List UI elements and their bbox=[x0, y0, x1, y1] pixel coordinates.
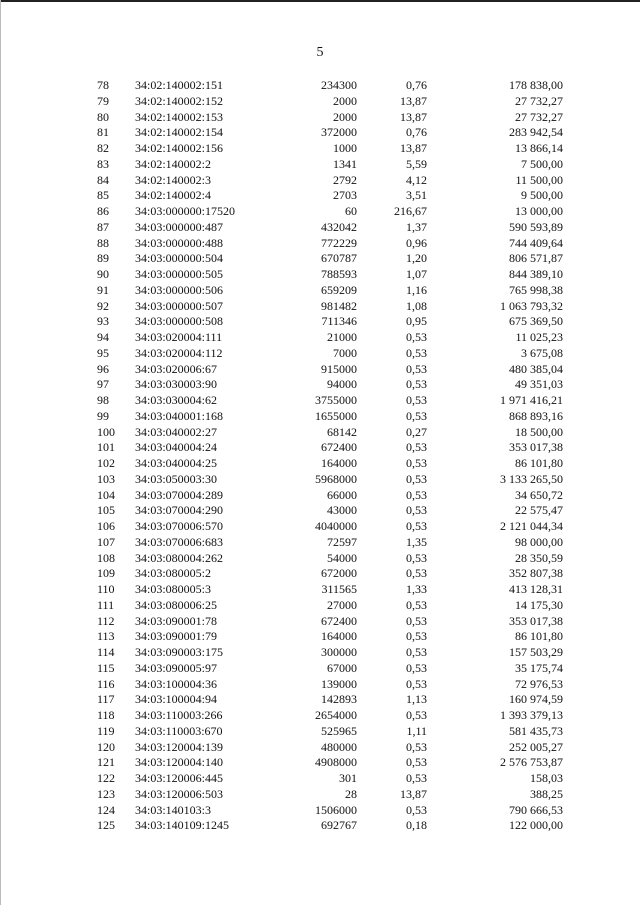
cell-area: 300000 bbox=[321, 645, 357, 659]
cell-value: 178 838,00 bbox=[509, 78, 563, 92]
cell-area: 525965 bbox=[321, 723, 357, 738]
table-row bbox=[0, 236, 563, 252]
cell-area: 301 bbox=[339, 771, 357, 785]
cell-rate: 0,53 bbox=[406, 613, 427, 628]
cell-value: 11 500,00 bbox=[515, 172, 563, 187]
cell-value: 3 675,08 bbox=[521, 345, 563, 360]
cell-area: 1000 bbox=[333, 141, 357, 155]
cell-row-number: 92 bbox=[97, 298, 109, 313]
table-row bbox=[0, 629, 563, 645]
cell-row-number: 98 bbox=[97, 393, 109, 407]
cell-cadastral-number: 34:03:080006:25 bbox=[135, 597, 218, 612]
cell-value: 675 369,50 bbox=[509, 314, 563, 329]
cell-rate: 0,53 bbox=[406, 471, 427, 486]
cell-value: 581 435,73 bbox=[509, 723, 563, 738]
cell-row-number: 83 bbox=[97, 156, 109, 171]
cell-rate: 0,95 bbox=[406, 314, 427, 329]
cell-value: 86 101,80 bbox=[515, 629, 563, 644]
cell-area: 4908000 bbox=[315, 755, 357, 770]
cell-cadastral-number: 34:03:020004:112 bbox=[135, 345, 223, 360]
cell-row-number: 108 bbox=[97, 550, 115, 565]
cell-cadastral-number: 34:02:140002:153 bbox=[135, 109, 224, 124]
cell-cadastral-number: 34:03:040004:25 bbox=[135, 456, 218, 470]
cell-cadastral-number: 34:03:000000:487 bbox=[135, 219, 224, 234]
cell-cadastral-number: 34:02:140002:154 bbox=[135, 125, 224, 140]
table-row bbox=[0, 409, 563, 425]
cell-row-number: 81 bbox=[97, 125, 109, 140]
table-row bbox=[0, 614, 563, 630]
cell-rate: 1,37 bbox=[406, 219, 427, 234]
cell-cadastral-number: 34:03:120004:140 bbox=[135, 755, 224, 770]
cell-rate: 0,53 bbox=[406, 456, 427, 470]
table-row bbox=[0, 220, 563, 236]
cell-row-number: 89 bbox=[97, 251, 109, 266]
cell-value: 413 128,31 bbox=[509, 582, 563, 596]
table-row bbox=[0, 551, 563, 567]
cell-cadastral-number: 34:02:140002:3 bbox=[135, 172, 212, 187]
table-row bbox=[0, 755, 563, 771]
cell-rate: 0,53 bbox=[406, 739, 427, 754]
cell-value: 157 503,29 bbox=[509, 645, 563, 659]
cell-value: 590 593,89 bbox=[509, 219, 563, 234]
cell-value: 13 866,14 bbox=[515, 141, 563, 155]
table-row bbox=[0, 157, 563, 173]
cell-cadastral-number: 34:03:030003:90 bbox=[135, 377, 218, 392]
table-row bbox=[0, 188, 563, 204]
cell-cadastral-number: 34:03:040004:24 bbox=[135, 440, 218, 455]
cell-rate: 0,53 bbox=[406, 440, 427, 455]
table-row bbox=[0, 535, 563, 551]
cell-rate: 13,87 bbox=[400, 93, 427, 108]
cell-row-number: 118 bbox=[97, 708, 115, 722]
cell-value: 86 101,80 bbox=[515, 456, 563, 470]
cell-area: 164000 bbox=[321, 456, 357, 470]
cell-row-number: 115 bbox=[97, 660, 115, 675]
cell-area: 672000 bbox=[321, 566, 357, 581]
cell-value: 72 976,53 bbox=[515, 676, 563, 691]
cell-row-number: 80 bbox=[97, 109, 109, 124]
table-row bbox=[0, 393, 563, 409]
cell-value: 27 732,27 bbox=[515, 109, 563, 124]
cell-area: 981482 bbox=[321, 298, 357, 313]
table-row bbox=[0, 661, 563, 677]
cell-cadastral-number: 34:03:110003:670 bbox=[135, 723, 223, 738]
table-row bbox=[0, 94, 563, 110]
cell-value: 352 807,38 bbox=[509, 566, 563, 581]
cell-area: 2792 bbox=[333, 172, 357, 187]
table-row bbox=[0, 519, 563, 535]
table-row bbox=[0, 645, 563, 661]
cell-row-number: 121 bbox=[97, 755, 115, 770]
table-row bbox=[0, 677, 563, 693]
table-row bbox=[0, 503, 563, 519]
cell-value: 28 350,59 bbox=[515, 550, 563, 565]
cell-area: 659209 bbox=[321, 282, 357, 297]
cell-value: 9 500,00 bbox=[521, 188, 563, 203]
cell-area: 692767 bbox=[321, 818, 357, 833]
cell-row-number: 78 bbox=[97, 78, 109, 92]
cell-rate: 1,16 bbox=[406, 282, 427, 297]
cell-area: 139000 bbox=[321, 676, 357, 691]
parcel-table-body bbox=[0, 78, 563, 834]
cell-area: 670787 bbox=[321, 251, 357, 266]
cell-rate: 1,07 bbox=[406, 267, 427, 281]
cell-cadastral-number: 34:02:140002:4 bbox=[135, 188, 212, 203]
cell-cadastral-number: 34:03:000000:506 bbox=[135, 282, 224, 297]
cell-rate: 0,76 bbox=[406, 78, 427, 92]
cell-area: 1341 bbox=[333, 156, 357, 171]
cell-cadastral-number: 34:03:080004:262 bbox=[135, 550, 224, 565]
cell-rate: 0,53 bbox=[406, 645, 427, 659]
cell-cadastral-number: 34:03:120006:445 bbox=[135, 771, 224, 785]
cell-area: 915000 bbox=[321, 361, 357, 376]
cell-area: 60 bbox=[345, 204, 357, 218]
cell-area: 2703 bbox=[333, 188, 357, 203]
table-row bbox=[0, 598, 563, 614]
cell-rate: 0,53 bbox=[406, 708, 427, 722]
cell-rate: 3,51 bbox=[406, 188, 427, 203]
cell-row-number: 125 bbox=[97, 818, 115, 833]
cell-area: 142893 bbox=[321, 692, 357, 707]
parcel-table bbox=[0, 78, 563, 834]
table-row bbox=[0, 566, 563, 582]
cell-row-number: 97 bbox=[97, 377, 109, 392]
cell-cadastral-number: 34:03:030004:62 bbox=[135, 393, 218, 407]
cell-value: 2 121 044,34 bbox=[500, 519, 563, 533]
cell-area: 43000 bbox=[327, 503, 357, 518]
table-row bbox=[0, 173, 563, 189]
cell-rate: 5,59 bbox=[406, 156, 427, 171]
table-row bbox=[0, 377, 563, 393]
cell-area: 711346 bbox=[321, 314, 357, 329]
table-row bbox=[0, 803, 563, 819]
cell-area: 7000 bbox=[333, 345, 357, 360]
cell-cadastral-number: 34:02:140002:152 bbox=[135, 93, 224, 108]
cell-cadastral-number: 34:03:000000:508 bbox=[135, 314, 224, 329]
cell-rate: 0,53 bbox=[406, 487, 427, 502]
cell-cadastral-number: 34:03:000000:504 bbox=[135, 251, 224, 266]
table-row bbox=[0, 582, 563, 598]
cell-rate: 0,53 bbox=[406, 660, 427, 675]
cell-value: 353 017,38 bbox=[509, 613, 563, 628]
cell-rate: 0,96 bbox=[406, 235, 427, 250]
top-border bbox=[0, 0, 640, 2]
table-row bbox=[0, 362, 563, 378]
cell-cadastral-number: 34:03:120006:503 bbox=[135, 786, 224, 801]
cell-row-number: 101 bbox=[97, 440, 115, 455]
cell-area: 67000 bbox=[327, 660, 357, 675]
cell-area: 480000 bbox=[321, 739, 357, 754]
cell-area: 72597 bbox=[327, 534, 357, 549]
cell-row-number: 110 bbox=[97, 582, 115, 596]
cell-cadastral-number: 34:03:080005:3 bbox=[135, 582, 212, 596]
cell-row-number: 79 bbox=[97, 93, 109, 108]
cell-row-number: 120 bbox=[97, 739, 115, 754]
cell-value: 49 351,03 bbox=[515, 377, 563, 392]
cell-area: 3755000 bbox=[315, 393, 357, 407]
cell-rate: 0,53 bbox=[406, 566, 427, 581]
cell-cadastral-number: 34:03:000000:17520 bbox=[135, 204, 236, 218]
table-row bbox=[0, 787, 563, 803]
cell-area: 432042 bbox=[321, 219, 357, 234]
cell-row-number: 102 bbox=[97, 456, 115, 470]
cell-row-number: 122 bbox=[97, 771, 115, 785]
cell-row-number: 103 bbox=[97, 471, 115, 486]
table-row bbox=[0, 440, 563, 456]
cell-rate: 0,53 bbox=[406, 676, 427, 691]
cell-row-number: 94 bbox=[97, 330, 109, 344]
cell-rate: 0,53 bbox=[406, 377, 427, 392]
cell-area: 234300 bbox=[321, 78, 357, 92]
cell-rate: 0,53 bbox=[406, 755, 427, 770]
cell-rate: 0,53 bbox=[406, 597, 427, 612]
cell-rate: 1,35 bbox=[406, 534, 427, 549]
cell-row-number: 99 bbox=[97, 408, 109, 423]
cell-row-number: 93 bbox=[97, 314, 109, 329]
cell-rate: 0,53 bbox=[406, 330, 427, 344]
cell-rate: 0,53 bbox=[406, 550, 427, 565]
cell-value: 18 500,00 bbox=[515, 424, 563, 439]
cell-cadastral-number: 34:02:140002:151 bbox=[135, 78, 224, 92]
cell-cadastral-number: 34:03:080005:2 bbox=[135, 566, 212, 581]
table-row bbox=[0, 425, 563, 441]
cell-value: 34 650,72 bbox=[515, 487, 563, 502]
cell-value: 252 005,27 bbox=[509, 739, 563, 754]
table-row bbox=[0, 251, 563, 267]
cell-area: 311565 bbox=[321, 582, 357, 596]
cell-cadastral-number: 34:03:100004:36 bbox=[135, 676, 218, 691]
cell-rate: 4,12 bbox=[406, 172, 427, 187]
cell-cadastral-number: 34:02:140002:156 bbox=[135, 141, 224, 155]
cell-area: 1506000 bbox=[315, 802, 357, 817]
table-row bbox=[0, 346, 563, 362]
cell-rate: 1,20 bbox=[406, 251, 427, 266]
table-row bbox=[0, 818, 563, 834]
table-row bbox=[0, 708, 563, 724]
cell-row-number: 109 bbox=[97, 566, 115, 581]
cell-rate: 0,76 bbox=[406, 125, 427, 140]
cell-value: 744 409,64 bbox=[509, 235, 563, 250]
cell-area: 1655000 bbox=[315, 408, 357, 423]
cell-row-number: 96 bbox=[97, 361, 109, 376]
cell-cadastral-number: 34:03:090005:97 bbox=[135, 660, 218, 675]
cell-row-number: 111 bbox=[97, 597, 115, 612]
cell-value: 13 000,00 bbox=[515, 204, 563, 218]
table-row bbox=[0, 110, 563, 126]
cell-row-number: 114 bbox=[97, 645, 115, 659]
table-row bbox=[0, 488, 563, 504]
cell-area: 2654000 bbox=[315, 708, 357, 722]
cell-cadastral-number: 34:02:140002:2 bbox=[135, 156, 212, 171]
cell-row-number: 84 bbox=[97, 172, 109, 187]
table-row bbox=[0, 267, 563, 283]
table-row bbox=[0, 314, 563, 330]
cell-row-number: 86 bbox=[97, 204, 109, 218]
cell-value: 158,03 bbox=[530, 771, 563, 785]
table-row bbox=[0, 456, 563, 472]
cell-rate: 0,53 bbox=[406, 408, 427, 423]
cell-cadastral-number: 34:03:070006:683 bbox=[135, 534, 224, 549]
cell-area: 94000 bbox=[327, 377, 357, 392]
cell-area: 27000 bbox=[327, 597, 357, 612]
cell-cadastral-number: 34:03:020004:111 bbox=[135, 330, 223, 344]
cell-value: 1 393 379,13 bbox=[500, 708, 563, 722]
cell-row-number: 106 bbox=[97, 519, 115, 533]
cell-rate: 1,08 bbox=[406, 298, 427, 313]
cell-rate: 13,87 bbox=[400, 786, 427, 801]
cell-area: 2000 bbox=[333, 109, 357, 124]
cell-cadastral-number: 34:03:090001:78 bbox=[135, 613, 218, 628]
cell-value: 480 385,04 bbox=[509, 361, 563, 376]
cell-value: 388,25 bbox=[530, 786, 563, 801]
cell-row-number: 82 bbox=[97, 141, 109, 155]
cell-cadastral-number: 34:03:140103:3 bbox=[135, 802, 212, 817]
cell-rate: 1,33 bbox=[406, 582, 427, 596]
cell-row-number: 104 bbox=[97, 487, 115, 502]
cell-cadastral-number: 34:03:070006:570 bbox=[135, 519, 224, 533]
cell-value: 22 575,47 bbox=[515, 503, 563, 518]
cell-value: 160 974,59 bbox=[509, 692, 563, 707]
cell-value: 1 971 416,21 bbox=[500, 393, 563, 407]
cell-rate: 0,53 bbox=[406, 802, 427, 817]
cell-row-number: 105 bbox=[97, 503, 115, 518]
cell-area: 372000 bbox=[321, 125, 357, 140]
cell-area: 672400 bbox=[321, 613, 357, 628]
cell-row-number: 124 bbox=[97, 802, 115, 817]
table-row bbox=[0, 78, 563, 94]
cell-area: 772229 bbox=[321, 235, 357, 250]
cell-value: 765 998,38 bbox=[509, 282, 563, 297]
cell-cadastral-number: 34:03:050003:30 bbox=[135, 471, 218, 486]
cell-cadastral-number: 34:03:070004:289 bbox=[135, 487, 224, 502]
cell-rate: 0,53 bbox=[406, 519, 427, 533]
table-row bbox=[0, 283, 563, 299]
cell-cadastral-number: 34:03:110003:266 bbox=[135, 708, 223, 722]
table-row bbox=[0, 771, 563, 787]
cell-row-number: 113 bbox=[97, 629, 115, 644]
cell-cadastral-number: 34:03:000000:505 bbox=[135, 267, 224, 281]
cell-cadastral-number: 34:03:070004:290 bbox=[135, 503, 224, 518]
cell-row-number: 90 bbox=[97, 267, 109, 281]
cell-rate: 13,87 bbox=[400, 109, 427, 124]
cell-rate: 0,53 bbox=[406, 629, 427, 644]
cell-value: 98 000,00 bbox=[515, 534, 563, 549]
cell-rate: 0,18 bbox=[406, 818, 427, 833]
cell-area: 28 bbox=[345, 786, 357, 801]
cell-row-number: 116 bbox=[97, 676, 115, 691]
cell-value: 844 389,10 bbox=[509, 267, 563, 281]
cell-area: 54000 bbox=[327, 550, 357, 565]
cell-cadastral-number: 34:03:040002:27 bbox=[135, 424, 218, 439]
cell-value: 283 942,54 bbox=[509, 125, 563, 140]
cell-row-number: 87 bbox=[97, 219, 109, 234]
cell-value: 1 063 793,32 bbox=[500, 298, 563, 313]
cell-value: 868 893,16 bbox=[509, 408, 563, 423]
cell-row-number: 88 bbox=[97, 235, 109, 250]
cell-rate: 13,87 bbox=[400, 141, 427, 155]
cell-rate: 216,67 bbox=[394, 204, 427, 218]
cell-area: 21000 bbox=[327, 330, 357, 344]
cell-row-number: 85 bbox=[97, 188, 109, 203]
page-number: 5 bbox=[316, 45, 324, 60]
cell-row-number: 123 bbox=[97, 786, 115, 801]
cell-area: 672400 bbox=[321, 440, 357, 455]
cell-cadastral-number: 34:03:090001:79 bbox=[135, 629, 218, 644]
cell-area: 5968000 bbox=[315, 471, 357, 486]
cell-value: 35 175,74 bbox=[515, 660, 563, 675]
cell-row-number: 117 bbox=[97, 692, 115, 707]
cell-cadastral-number: 34:03:120004:139 bbox=[135, 739, 224, 754]
cell-area: 68142 bbox=[327, 424, 357, 439]
cell-rate: 0,27 bbox=[406, 424, 427, 439]
cell-row-number: 95 bbox=[97, 345, 109, 360]
cell-cadastral-number: 34:03:100004:94 bbox=[135, 692, 218, 707]
table-row bbox=[0, 204, 563, 220]
cell-area: 66000 bbox=[327, 487, 357, 502]
cell-value: 11 025,23 bbox=[515, 330, 563, 344]
table-row bbox=[0, 141, 563, 157]
table-row bbox=[0, 299, 563, 315]
table-row bbox=[0, 125, 563, 141]
cell-value: 27 732,27 bbox=[515, 93, 563, 108]
cell-rate: 1,11 bbox=[406, 723, 427, 738]
cell-area: 2000 bbox=[333, 93, 357, 108]
table-row bbox=[0, 330, 563, 346]
cell-rate: 0,53 bbox=[406, 393, 427, 407]
table-row bbox=[0, 692, 563, 708]
cell-value: 353 017,38 bbox=[509, 440, 563, 455]
cell-rate: 0,53 bbox=[406, 361, 427, 376]
cell-value: 2 576 753,87 bbox=[500, 755, 563, 770]
cell-value: 3 133 265,50 bbox=[500, 471, 563, 486]
cell-row-number: 112 bbox=[97, 613, 115, 628]
cell-rate: 0,53 bbox=[406, 771, 427, 785]
cell-area: 164000 bbox=[321, 629, 357, 644]
cell-row-number: 119 bbox=[97, 723, 115, 738]
cell-cadastral-number: 34:03:020006:67 bbox=[135, 361, 218, 376]
table-row bbox=[0, 472, 563, 488]
cell-row-number: 91 bbox=[97, 282, 109, 297]
cell-cadastral-number: 34:03:040001:168 bbox=[135, 408, 224, 423]
cell-cadastral-number: 34:03:140109:1245 bbox=[135, 818, 230, 833]
cell-rate: 0,53 bbox=[406, 503, 427, 518]
cell-cadastral-number: 34:03:000000:507 bbox=[135, 298, 224, 313]
cell-value: 790 666,53 bbox=[509, 802, 563, 817]
cell-cadastral-number: 34:03:090003:175 bbox=[135, 645, 224, 659]
cell-area: 788593 bbox=[321, 267, 357, 281]
cell-rate: 1,13 bbox=[406, 692, 427, 707]
cell-value: 7 500,00 bbox=[521, 156, 563, 171]
cell-area: 4040000 bbox=[315, 519, 357, 533]
cell-row-number: 100 bbox=[97, 424, 115, 439]
table-row bbox=[0, 740, 563, 756]
cell-value: 122 000,00 bbox=[509, 818, 563, 833]
table-row bbox=[0, 724, 563, 740]
cell-value: 806 571,87 bbox=[509, 251, 563, 266]
cell-value: 14 175,30 bbox=[515, 597, 563, 612]
cell-row-number: 107 bbox=[97, 534, 115, 549]
cell-cadastral-number: 34:03:000000:488 bbox=[135, 235, 224, 250]
cell-rate: 0,53 bbox=[406, 345, 427, 360]
